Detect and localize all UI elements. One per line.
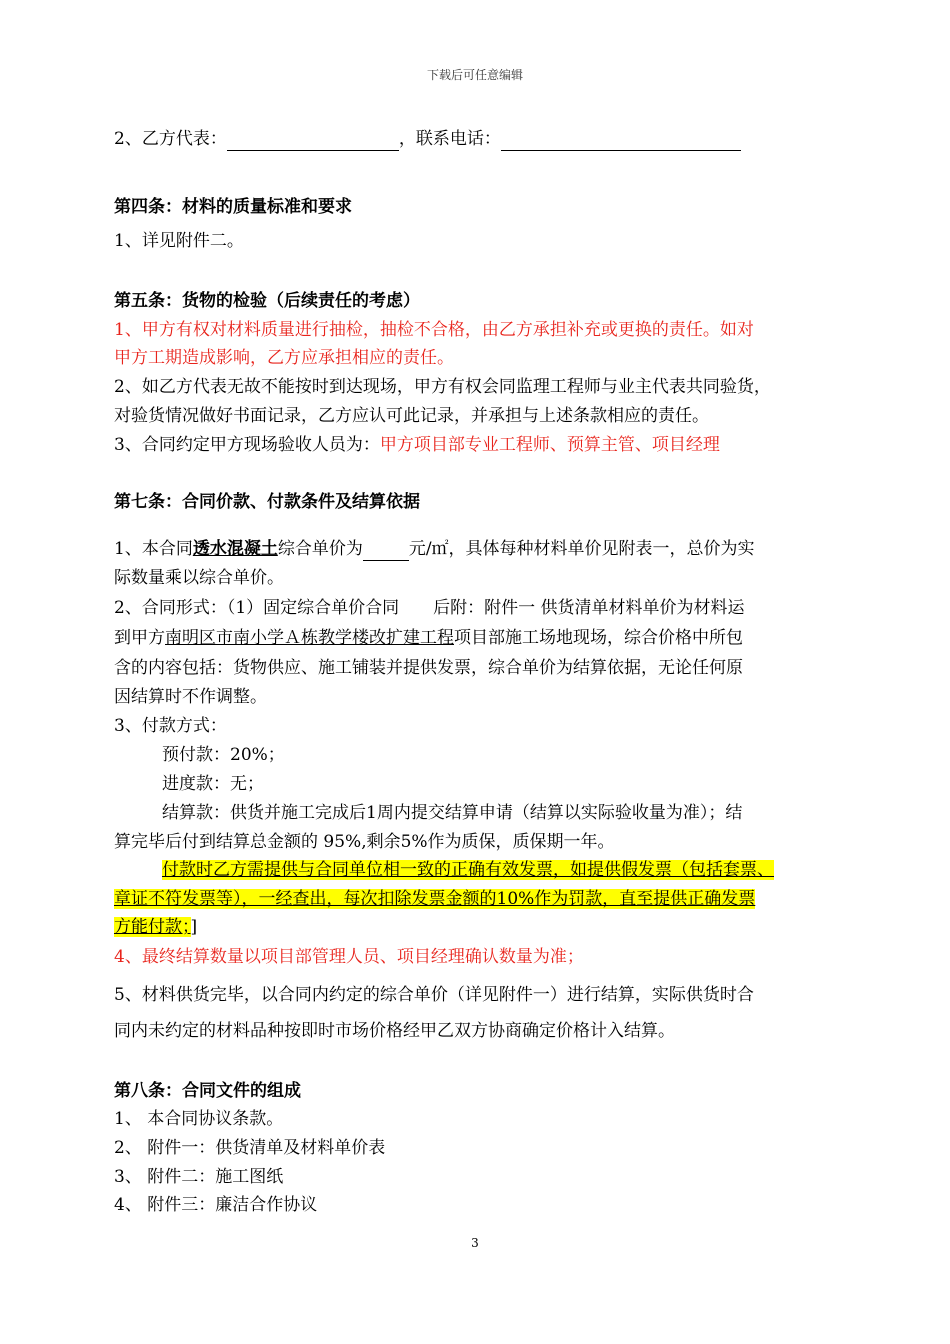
sec5-item3-label: 3、合同约定甲方现场验收人员为： bbox=[114, 435, 380, 455]
page-header: 下载后可任意编辑 bbox=[426, 68, 523, 82]
invoice-line-c bbox=[114, 916, 197, 938]
settle-line-b: 算完毕后付到结算总金额的 95%,剩余5%作为质保，质保期一年。 bbox=[114, 832, 615, 852]
page-number: 3 bbox=[471, 1236, 479, 1250]
sec8-title: 第八条：合同文件的组成 bbox=[114, 1081, 301, 1101]
sec8-item: 4、 附件三：廉洁合作协议 bbox=[114, 1195, 318, 1215]
sec7-item2c: 含的内容包括：货物供应、施工铺装并提供发票，综合单价为结算依据，无论任何原 bbox=[114, 658, 743, 678]
sec7-item3: 3、付款方式： bbox=[114, 716, 227, 736]
sec7-item1-post: 元/㎡，具体每种材料单价见附表一，总价为实 bbox=[408, 539, 755, 559]
sec7-item2b-pre: 到甲方 bbox=[114, 628, 165, 648]
sec4-item1: 1、详见附件二。 bbox=[114, 231, 244, 251]
sec8-item: 2、 附件一：供货清单及材料单价表 bbox=[114, 1138, 386, 1158]
sec5-item3-value: 甲方项目部专业工程师、预算主管、项目经理 bbox=[379, 435, 720, 455]
rep-phone-blank bbox=[501, 128, 741, 151]
settle-line-a: 结算款：供货并施工完成后1周内提交结算申请（结算以实际验收量为准）；结 bbox=[162, 803, 743, 823]
rep-line bbox=[114, 128, 741, 151]
prepay-line: 预付款：20%； bbox=[162, 745, 285, 765]
sec7-item5b: 同内未约定的材料品种按即时市场价格经甲乙双方协商确定价格计入结算。 bbox=[114, 1021, 675, 1041]
sec5-title: 第五条：货物的检验（后续责任的考虑） bbox=[114, 291, 420, 311]
sec7-title: 第七条：合同价款、付款条件及结算依据 bbox=[114, 492, 420, 512]
invoice-line-a bbox=[162, 859, 774, 881]
sec7-item2a: 2、合同形式：（1）固定综合单价合同 后附：附件一 供货清单材料单价为材料运 bbox=[114, 598, 745, 618]
sec4-title: 第四条：材料的质量标准和要求 bbox=[114, 197, 352, 217]
rep-label: 2、乙方代表： bbox=[114, 129, 227, 149]
progress-line: 进度款：无； bbox=[162, 774, 264, 794]
sec7-item4: 4、最终结算数量以项目部管理人员、项目经理确认数量为准； bbox=[114, 947, 584, 967]
sec5-item2b: 对验货情况做好书面记录，乙方应认可此记录，并承担与上述条款相应的责任。 bbox=[114, 406, 709, 426]
rep-name-blank bbox=[227, 128, 399, 151]
sec7-item1 bbox=[114, 538, 755, 561]
sec8-item: 3、 附件二：施工图纸 bbox=[114, 1167, 284, 1187]
project-name: 南明区市南小学Ａ栋教学楼改扩建工程 bbox=[165, 628, 454, 648]
sec7-item1-mid: 综合单价为 bbox=[277, 539, 363, 559]
sec7-item5a: 5、材料供货完毕，以合同内约定的综合单价（详见附件一）进行结算，实际供货时合 bbox=[114, 985, 754, 1005]
sec5-item1b: 甲方工期造成影响，乙方应承担相应的责任。 bbox=[114, 348, 454, 368]
sec7-item2b bbox=[114, 627, 743, 649]
sec7-material: 透水混凝土 bbox=[192, 539, 278, 559]
invoice-text-a: 付款时乙方需提供与合同单位相一致的正确有效发票，如提供假发票（包括套票、 bbox=[162, 860, 774, 880]
sec7-item1-pre: 1、本合同 bbox=[114, 539, 193, 559]
unit-price-blank bbox=[363, 538, 409, 561]
sec5-item2a: 2、如乙方代表无故不能按时到达现场，甲方有权会同监理工程师与业主代表共同验货， bbox=[114, 377, 771, 397]
sec7-item1b: 际数量乘以综合单价。 bbox=[114, 568, 284, 588]
sec8-item: 1、 本合同协议条款。 bbox=[114, 1109, 284, 1129]
invoice-text-b: 章证不符发票等），一经查出，每次扣除发票金额的10%作为罚款，直至提供正确发票 bbox=[114, 889, 756, 909]
sec7-item2d: 因结算时不作调整。 bbox=[114, 687, 267, 707]
invoice-line-b bbox=[114, 888, 755, 910]
sec5-item3 bbox=[114, 434, 720, 456]
invoice-tail: ] bbox=[190, 917, 198, 937]
invoice-text-c: 方能付款； bbox=[114, 917, 191, 937]
sec7-item2b-post: 项目部施工场地现场，综合价格中所包 bbox=[454, 628, 743, 648]
rep-phone-label: ，联系电话： bbox=[398, 129, 501, 149]
sec5-item1a: 1、甲方有权对材料质量进行抽检，抽检不合格，由乙方承担补充或更换的责任。如对 bbox=[114, 320, 754, 340]
